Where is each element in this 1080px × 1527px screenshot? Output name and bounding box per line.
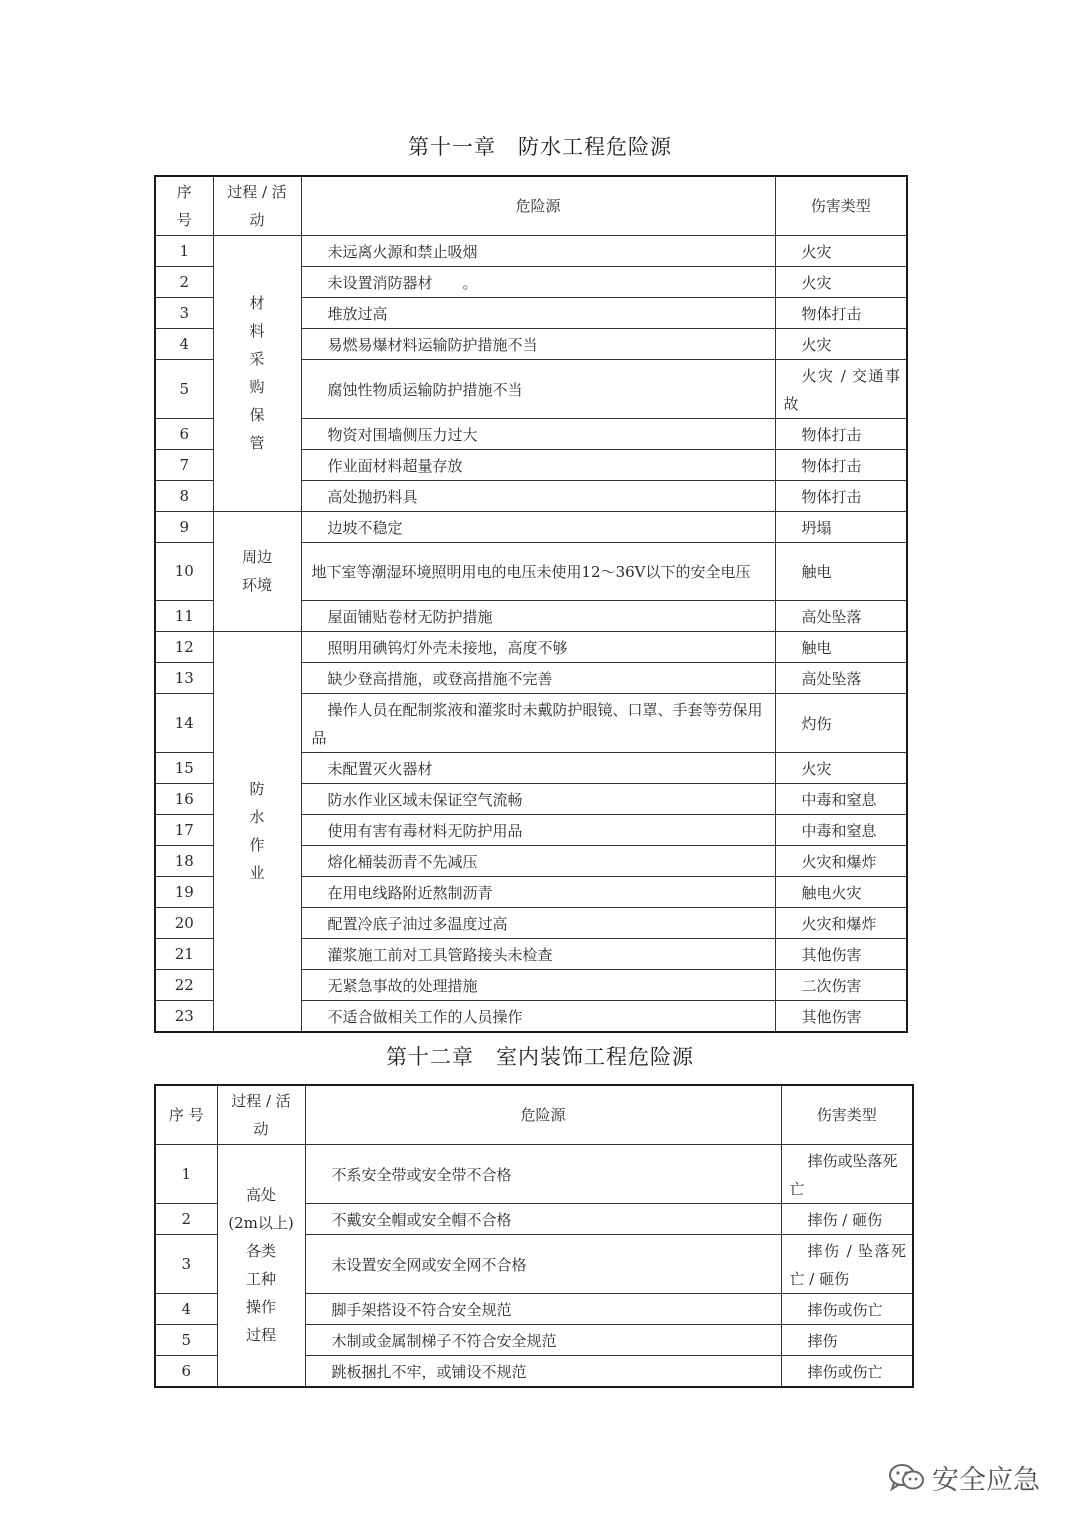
row-no: 5 <box>155 1324 217 1355</box>
table-row <box>155 511 907 542</box>
hazard-cell: 未设置安全网或安全网不合格 <box>305 1234 781 1293</box>
wechat-icon <box>888 1463 926 1493</box>
injury-type-cell: 物体打击 <box>775 418 907 449</box>
injury-type-cell: 其他伤害 <box>775 1000 907 1032</box>
hazard-cell: 缺少登高措施，或登高措施不完善 <box>301 662 775 693</box>
injury-type-cell: 火灾 <box>775 328 907 359</box>
hazard-cell: 易燃易爆材料运输防护措施不当 <box>301 328 775 359</box>
group-waterproofing-work: 防 水 作 业 <box>213 631 301 1032</box>
row-no: 3 <box>155 1234 217 1293</box>
injury-type-cell: 中毒和窒息 <box>775 783 907 814</box>
row-no: 8 <box>155 480 213 511</box>
col-type-header: 伤害类型 <box>781 1085 913 1144</box>
injury-type-cell: 物体打击 <box>775 297 907 328</box>
row-no: 16 <box>155 783 213 814</box>
col-hazard-header: 危险源 <box>305 1085 781 1144</box>
hazard-cell: 无紧急事故的处理措施 <box>301 969 775 1000</box>
row-no: 4 <box>155 1293 217 1324</box>
row-no: 23 <box>155 1000 213 1032</box>
hazard-cell: 跳板捆扎不牢，或铺设不规范 <box>305 1355 781 1387</box>
injury-type-cell: 高处坠落 <box>775 600 907 631</box>
injury-type-cell: 摔伤或伤亡 <box>781 1293 913 1324</box>
row-no: 9 <box>155 511 213 542</box>
row-no: 1 <box>155 1144 217 1203</box>
hazard-cell: 照明用碘钨灯外壳未接地，高度不够 <box>301 631 775 662</box>
row-no: 21 <box>155 938 213 969</box>
injury-type-cell: 灼伤 <box>775 693 907 752</box>
row-no: 6 <box>155 1355 217 1387</box>
group-surroundings: 周边 环境 <box>213 511 301 631</box>
injury-type-cell: 摔伤 / 砸伤 <box>781 1203 913 1234</box>
hazard-cell: 物资对围墙侧压力过大 <box>301 418 775 449</box>
injury-type-cell: 火灾 <box>775 235 907 266</box>
injury-type-cell: 摔伤或坠落死亡 <box>781 1144 913 1203</box>
injury-type-cell: 火灾和爆炸 <box>775 907 907 938</box>
injury-type-cell: 摔伤 <box>781 1324 913 1355</box>
hazard-cell: 脚手架搭设不符合安全规范 <box>305 1293 781 1324</box>
hazard-cell: 高处抛扔料具 <box>301 480 775 511</box>
hazard-cell: 不适合做相关工作的人员操作 <box>301 1000 775 1032</box>
hazard-cell: 作业面材料超量存放 <box>301 449 775 480</box>
table-header-row <box>155 176 907 235</box>
row-no: 6 <box>155 418 213 449</box>
injury-type-cell: 摔伤 / 坠落死亡 / 砸伤 <box>781 1234 913 1293</box>
hazard-cell: 操作人员在配制浆液和灌浆时未戴防护眼镜、口罩、手套等劳保用品 <box>301 693 775 752</box>
table-header-row <box>155 1085 913 1144</box>
table-row <box>155 1144 913 1203</box>
hazard-cell: 不系安全带或安全带不合格 <box>305 1144 781 1203</box>
hazard-cell: 未设置消防器材 。 <box>301 266 775 297</box>
injury-type-cell: 坍塌 <box>775 511 907 542</box>
injury-type-cell: 火灾 <box>775 752 907 783</box>
hazard-cell: 在用电线路附近熬制沥青 <box>301 876 775 907</box>
injury-type-cell: 火灾 / 交通事故 <box>775 359 907 418</box>
injury-type-cell: 物体打击 <box>775 480 907 511</box>
table-row <box>155 631 907 662</box>
hazard-cell: 木制或金属制梯子不符合安全规范 <box>305 1324 781 1355</box>
injury-type-cell: 物体打击 <box>775 449 907 480</box>
row-no: 12 <box>155 631 213 662</box>
row-no: 4 <box>155 328 213 359</box>
col-no-header: 序 号 <box>155 176 213 235</box>
hazard-cell: 屋面铺贴卷材无防护措施 <box>301 600 775 631</box>
col-type-header: 伤害类型 <box>775 176 907 235</box>
chapter12-table <box>154 1084 914 1388</box>
row-no: 7 <box>155 449 213 480</box>
row-no: 17 <box>155 814 213 845</box>
col-process-header: 过程 / 活 动 <box>213 176 301 235</box>
chapter11-table <box>154 175 908 1033</box>
row-no: 2 <box>155 1203 217 1234</box>
col-hazard-header: 危险源 <box>301 176 775 235</box>
row-no: 15 <box>155 752 213 783</box>
hazard-cell: 边坡不稳定 <box>301 511 775 542</box>
row-no: 13 <box>155 662 213 693</box>
row-no: 10 <box>155 542 213 600</box>
hazard-cell: 灌浆施工前对工具管路接头未检查 <box>301 938 775 969</box>
col-no-header: 序 号 <box>155 1085 217 1144</box>
watermark-text: 安全应急 <box>932 1465 1040 1496</box>
injury-type-cell: 触电火灾 <box>775 876 907 907</box>
injury-type-cell: 触电 <box>775 631 907 662</box>
row-no: 11 <box>155 600 213 631</box>
row-no: 1 <box>155 235 213 266</box>
hazard-cell: 未配置灭火器材 <box>301 752 775 783</box>
injury-type-cell: 其他伤害 <box>775 938 907 969</box>
hazard-cell: 熔化桶装沥青不先减压 <box>301 845 775 876</box>
hazard-cell: 防水作业区域未保证空气流畅 <box>301 783 775 814</box>
table-row <box>155 235 907 266</box>
injury-type-cell: 高处坠落 <box>775 662 907 693</box>
col-process-header: 过程 / 活 动 <box>217 1085 305 1144</box>
injury-type-cell: 中毒和窒息 <box>775 814 907 845</box>
group-high-altitude-work: 高处 (2m以上) 各类 工种 操作 过程 <box>217 1144 305 1387</box>
hazard-cell: 不戴安全帽或安全帽不合格 <box>305 1203 781 1234</box>
hazard-cell: 配置冷底子油过多温度过高 <box>301 907 775 938</box>
row-no: 20 <box>155 907 213 938</box>
hazard-cell: 堆放过高 <box>301 297 775 328</box>
row-no: 14 <box>155 693 213 752</box>
hazard-cell: 腐蚀性物质运输防护措施不当 <box>301 359 775 418</box>
hazard-cell: 未远离火源和禁止吸烟 <box>301 235 775 266</box>
hazard-cell: 地下室等潮湿环境照明用电的电压未使用12～36V以下的安全电压 <box>301 542 775 600</box>
injury-type-cell: 触电 <box>775 542 907 600</box>
row-no: 2 <box>155 266 213 297</box>
injury-type-cell: 摔伤或伤亡 <box>781 1355 913 1387</box>
row-no: 3 <box>155 297 213 328</box>
row-no: 22 <box>155 969 213 1000</box>
group-material-procurement: 材 料 采 购 保 管 <box>213 235 301 511</box>
watermark <box>888 1458 1040 1497</box>
injury-type-cell: 火灾 <box>775 266 907 297</box>
row-no: 19 <box>155 876 213 907</box>
chapter12-title: 第十二章 室内装饰工程危险源 <box>386 1045 694 1069</box>
row-no: 5 <box>155 359 213 418</box>
row-no: 18 <box>155 845 213 876</box>
hazard-cell: 使用有害有毒材料无防护用品 <box>301 814 775 845</box>
injury-type-cell: 二次伤害 <box>775 969 907 1000</box>
chapter11-title: 第十一章 防水工程危险源 <box>408 135 672 159</box>
injury-type-cell: 火灾和爆炸 <box>775 845 907 876</box>
